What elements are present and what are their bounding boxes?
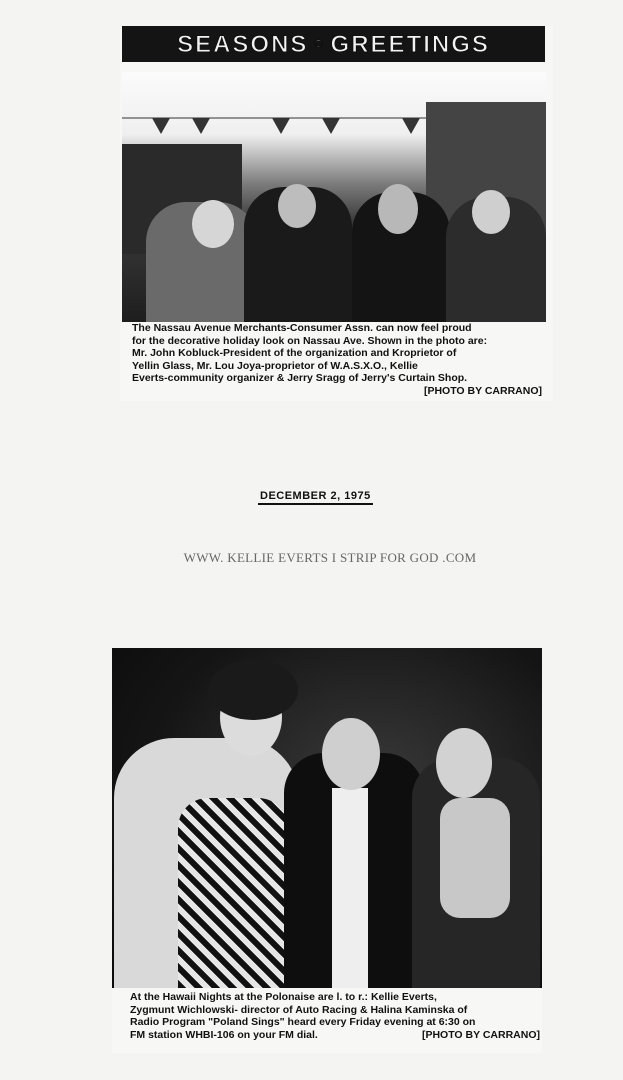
person-2-head (278, 184, 316, 228)
person-2-shirt (332, 788, 368, 988)
caption-line: Zygmunt Wichlowski- director of Auto Racing & Halina Kaminska of (130, 1003, 468, 1016)
caption-line: FM station WHBI-106 on your FM dial. (130, 1028, 318, 1041)
person-1-hair (208, 660, 298, 720)
caption-last-row (130, 1029, 540, 1042)
caption-line: Radio Program "Poland Sings" heard every Friday evening at 6:30 on (130, 1016, 476, 1028)
banner-text: SEASONS⚬GREETINGS (177, 30, 490, 58)
caption-line: Everts-community organizer & Jerry Sragg of Jerry's Curtain Shop. (132, 372, 468, 384)
person-1-head (192, 200, 234, 248)
caption-line: At the Hawaii Nights at the Polonaise are l. to r.: Kellie Everts, (130, 991, 437, 1003)
bottom-clipping (112, 648, 542, 1053)
caption-line: The Nassau Avenue Merchants-Consumer Assn. can now feel proud (132, 322, 472, 334)
top-clipping (120, 26, 553, 401)
website-watermark: WWW. KELLIE EVERTS I STRIP FOR GOD .COM (160, 550, 500, 566)
photo-credit: [PHOTO BY CARRANO] (421, 1028, 540, 1041)
seasons-greetings-banner (122, 26, 545, 62)
top-caption (132, 322, 542, 397)
date-stamp: DECEMBER 2, 1975 (258, 490, 373, 505)
caption-line: for the decorative holiday look on Nassau Ave. Shown in the photo are: (132, 334, 488, 347)
person-3-head (436, 728, 492, 798)
person-2-head (322, 718, 380, 790)
bottom-caption (130, 991, 540, 1041)
hawaii-nights-photo (112, 648, 542, 988)
patterned-dress (178, 798, 288, 988)
person-3-head (378, 184, 418, 234)
person-3-scarf (440, 798, 510, 918)
caption-line: Mr. John Kobluck-President of the organization and Kroprietor of (132, 347, 457, 359)
person-4-head (472, 190, 510, 234)
photo-credit: [PHOTO BY CARRANO] (423, 384, 542, 397)
merchants-group-photo (122, 72, 546, 322)
caption-line: Yellin Glass, Mr. Lou Joya-proprietor of W.A.S.X.O., Kellie (132, 359, 418, 372)
